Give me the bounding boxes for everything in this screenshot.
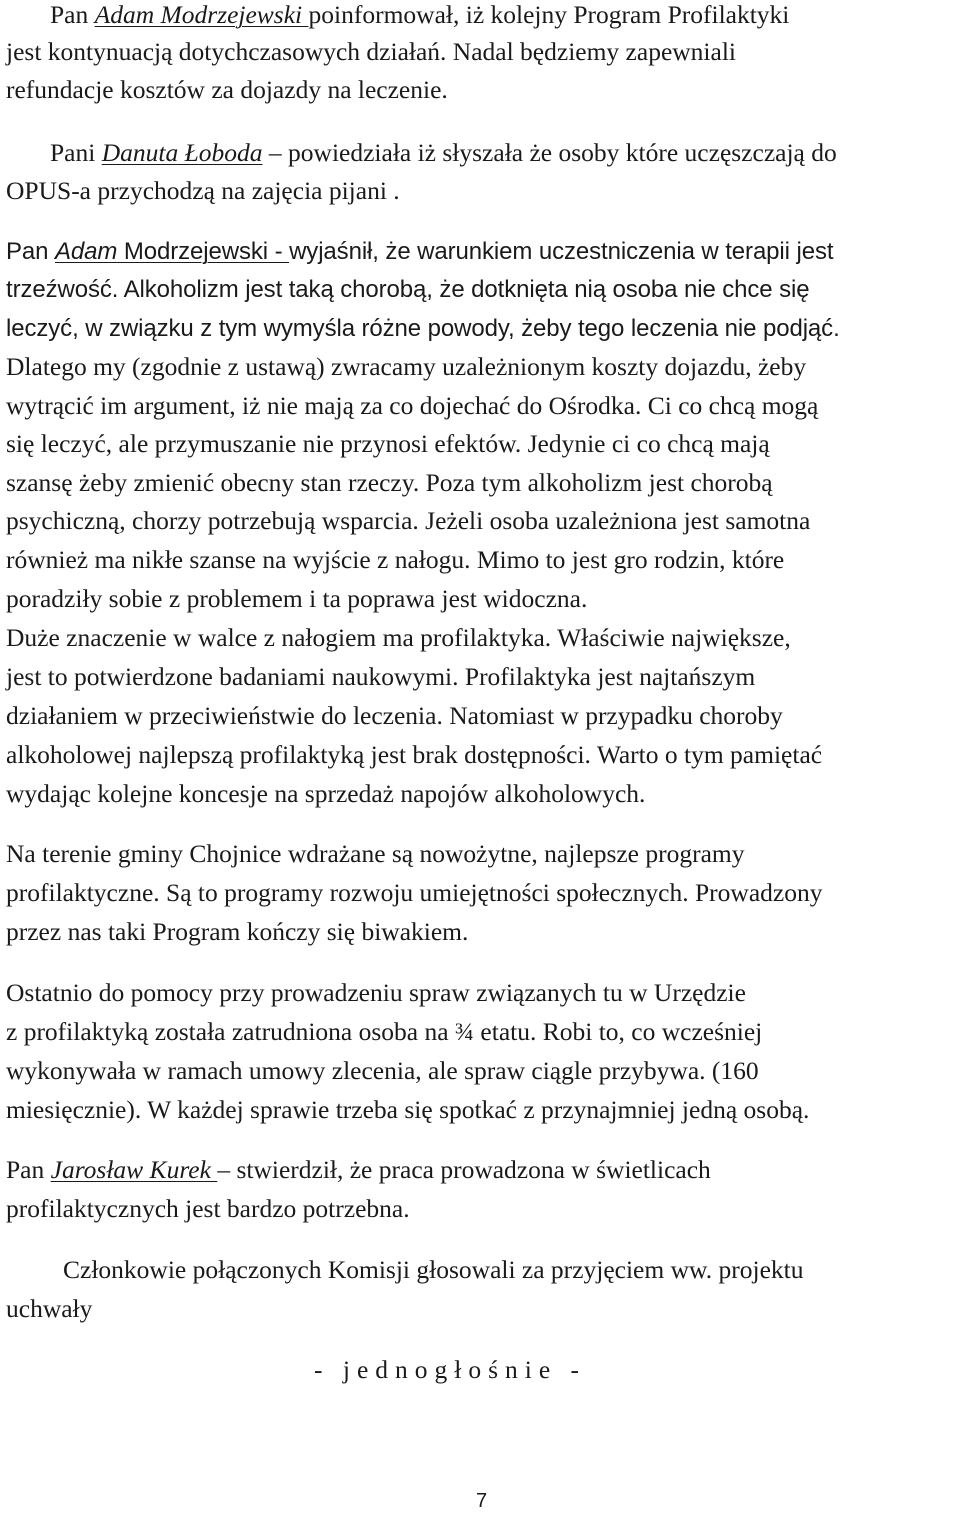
paragraph-line: uchwały [6, 1294, 93, 1323]
paragraph-line: Na terenie gminy Chojnice wdrażane są nowożytne, najlepsze programy [6, 839, 745, 868]
paragraph-line: psychiczną, chorzy potrzebują wsparcia. Jeżeli osoba uzależniona jest samotna [6, 506, 811, 535]
paragraph-line: działaniem w przeciwieństwie do leczenia. Natomiast w przypadku choroby [6, 701, 783, 730]
paragraph-line: Ostatnio do pomocy przy prowadzeniu spraw związanych tu w Urzędzie [6, 978, 746, 1007]
text-fragment: Pan [6, 238, 55, 265]
paragraph-line: OPUS-a przychodzą na zajęcia pijani . [6, 176, 400, 205]
person-name: Adam [54, 238, 118, 265]
paragraph-line: się leczyć, ale przymuszanie nie przynosi efektów. Jedynie ci co chcą mają [6, 429, 770, 458]
paragraph-line [50, 0, 789, 30]
paragraph-line: jest to potwierdzone badaniami naukowymi. Profilaktyka jest najtańszym [6, 662, 756, 691]
paragraph-line [6, 1155, 711, 1185]
paragraph-line [6, 237, 833, 267]
paragraph-line: trzeźwość. Alkoholizm jest taką chorobą, że dotknięta nią osoba nie chce się [6, 276, 810, 303]
paragraph-line: również ma nikłe szanse na wyjście z nałogu. Mimo to jest gro rodzin, które [6, 545, 785, 574]
paragraph-line: profilaktycznych jest bardzo potrzebna. [6, 1194, 410, 1223]
person-name: Modrzejewski - [117, 238, 290, 265]
paragraph-line: Duże znaczenie w walce z nałogiem ma profilaktyka. Właściwie największe, [6, 623, 791, 652]
paragraph-line: wykonywała w ramach umowy zlecenia, ale spraw ciągle przybywa. (160 [6, 1056, 759, 1085]
paragraph-line [50, 138, 837, 168]
paragraph-line: z profilaktyką została zatrudniona osoba na ¾ etatu. Robi to, co wcześniej [6, 1017, 763, 1046]
paragraph-line: wytrącić im argument, iż nie mają za co dojechać do Ośrodka. Ci co chcą mogą [6, 391, 819, 420]
paragraph-line: szansę żeby zmienić obecny stan rzeczy. Poza tym alkoholizm jest chorobą [6, 468, 773, 497]
text-fragment: wyjaśnił, że warunkiem uczestniczenia w terapii jest [289, 238, 834, 265]
text-fragment: Pani [50, 138, 102, 167]
text-fragment: Pan [6, 1155, 51, 1184]
paragraph-line: refundacje kosztów za dojazdy na leczenie. [6, 75, 448, 104]
text-fragment: – stwierdził, że praca prowadzona w świetlicach [217, 1155, 711, 1184]
paragraph-line: profilaktyczne. Są to programy rozwoju umiejętności społecznych. Prowadzony [6, 878, 823, 907]
paragraph-line: miesięcznie). W każdej sprawie trzeba się spotkać z przynajmniej jedną osobą. [6, 1095, 810, 1124]
person-name: Jarosław Kurek [50, 1155, 218, 1184]
paragraph-line: alkoholowej najlepszą profilaktyką jest brak dostępności. Warto o tym pamiętać [6, 740, 823, 769]
paragraph-line: przez nas taki Program kończy się biwakiem. [6, 917, 469, 946]
paragraph-line: Członkowie połączonych Komisji głosowali za przyjęciem ww. projektu [63, 1255, 804, 1284]
text-fragment: poinformował, iż kolejny Program Profilaktyki [308, 0, 790, 29]
text-fragment: – powiedziała iż słyszała że osoby które uczęszczają do [262, 138, 837, 167]
paragraph-line: poradziły sobie z problemem i ta poprawa jest widoczna. [6, 584, 588, 613]
text-fragment: Pan [50, 0, 95, 29]
paragraph-line: leczyć, w związku z tym wymyśla różne powody, żeby tego leczenia nie podjąć. [6, 315, 840, 342]
paragraph-line: Dlatego my (zgodnie z ustawą) zwracamy uzależnionym koszty dojazdu, żeby [6, 352, 807, 381]
person-name: Danuta Łoboda [101, 138, 263, 167]
paragraph-line: wydając kolejne koncesje na sprzedaż napojów alkoholowych. [6, 779, 646, 808]
paragraph-line: jest kontynuacją dotychczasowych działań. Nadal będziemy zapewniali [6, 37, 736, 66]
vote-result: - jednogłośnie - [314, 1355, 587, 1384]
person-name: Adam Modrzejewski [94, 0, 309, 29]
page-number: 7 [476, 1490, 488, 1512]
